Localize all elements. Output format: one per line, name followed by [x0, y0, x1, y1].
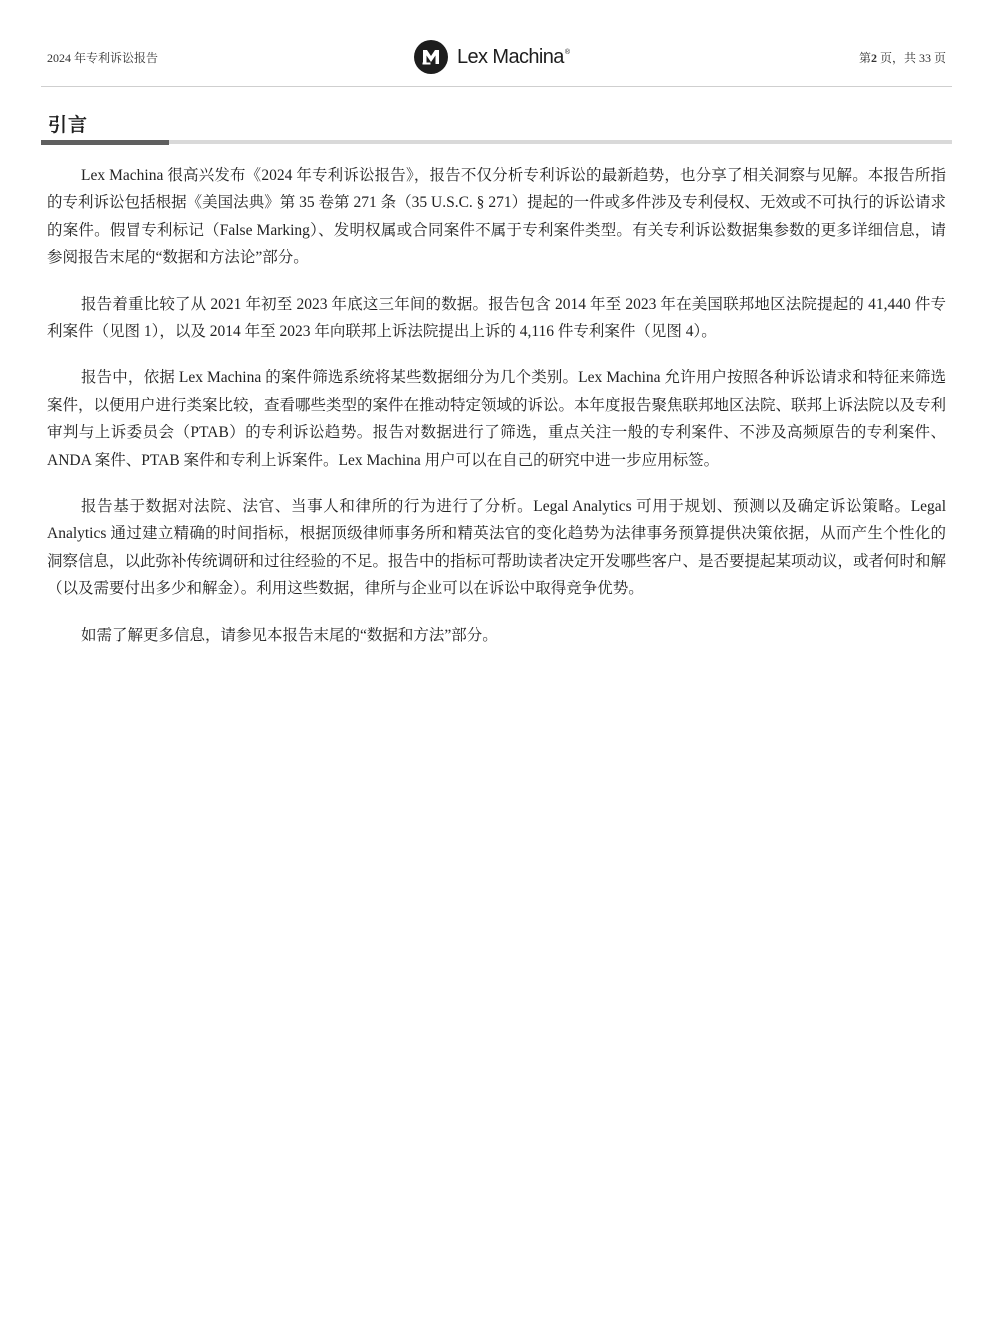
- brand-logo: [414, 39, 569, 75]
- page-suffix: 页: [930, 51, 946, 65]
- report-title: 2024 年专利诉讼报告: [47, 51, 159, 65]
- paragraph: Lex Machina 很高兴发布《2024 年专利诉讼报告》，报告不仅分析专利诉讼的最新趋势，也分享了相关洞察与见解。本报告所指的专利诉讼包括根据《美国法典》第 35 卷第 271 条（35 U.S.C. § 271）提起的一件或多件涉及专利侵权、无效或不可执行的诉讼请求的案件。假冒专利标记（False Marking）、发明权属或合同案件不属于专利案件类型。有关专利诉讼数据集参数的更多详细信息，请参阅报告末尾的“数据和方法论”部分。: [47, 167, 946, 267]
- body-content: [47, 162, 946, 668]
- registered-mark: ®: [564, 48, 570, 56]
- section-title-accent: [41, 140, 169, 145]
- page-middle: 页，共: [876, 51, 919, 65]
- page-indicator: [859, 49, 946, 66]
- header-divider: [41, 86, 952, 87]
- paragraph: 报告中，依据 Lex Machina 的案件筛选系统将某些数据细分为几个类别。Lex Machina 允许用户按照各种诉讼请求和特征来筛选案件，以便用户进行类案比较，查看哪些类型的案件在推动特定领域的诉讼。本年度报告聚焦联邦地区法院、联邦上诉法院以及专利审判与上诉委员会（PTAB）的专利诉讼趋势。报告对数据进行了筛选，重点关注一般的专利案件、不涉及高频原告的专利案件、ANDA 案件、PTAB 案件和专利上诉案件。Lex Machina 用户可以在自己的研究中进一步应用标签。: [47, 369, 947, 469]
- page-total: 33: [918, 51, 931, 65]
- brand-name: Lex Machina®: [457, 45, 570, 68]
- page-prefix: 第: [858, 51, 871, 65]
- page-header: [41, 30, 952, 86]
- paragraph: 报告着重比较了从 2021 年初至 2023 年底这三年间的数据。报告包含 2014 年至 2023 年在美国联邦地区法院提起的 41,440 件专利案件（见图 1），以及 2014 年至 2023 年向联邦上诉法院提出上诉的 4,116 件专利案件（见图 4）。: [47, 295, 946, 341]
- paragraph: 如需了解更多信息，请参见本报告末尾的“数据和方法”部分。: [81, 626, 498, 644]
- lex-machina-logo-icon: [414, 40, 448, 74]
- section-title: 引言: [48, 114, 89, 136]
- paragraph: 报告基于数据对法院、法官、当事人和律所的行为进行了分析。Legal Analytics 可用于规划、预测以及确定诉讼策略。Legal Analytics 通过建立精确的时间指标，根据顶级律师事务所和精英法官的变化趋势为法律事务预算提供决策依据，从而产生个性化的洞察信息，以此弥补传统调研和过往经验的不足。报告中的指标可帮助读者决定开发哪些客户、是否要提起某项动议，或者何时和解（以及需要付出多少和解金）。利用这些数据，律所与企业可以在诉讼中取得竞争优势。: [47, 498, 947, 598]
- section-title-rule: [41, 140, 952, 144]
- page-number: 2: [870, 51, 877, 65]
